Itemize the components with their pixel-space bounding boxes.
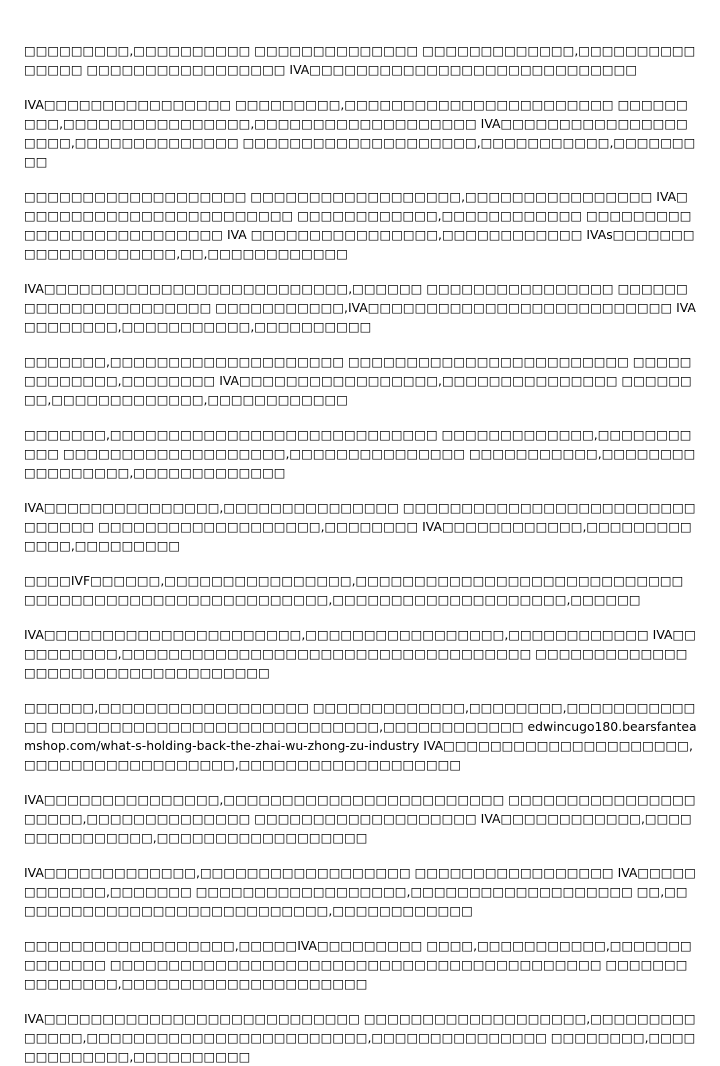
paragraph-10-with-link: □□□□□□,□□□□□□□□□□□□□□□□□□ □□□□□□□□□□□□□,□□□□□□□□,□□□□□□□□□□□□□ □□□□□□□□□□□□□□□□□□□□□□□□□□□□,□□□□□□□□□□□□ edwincugo180.bearsfanteamshop.com/what-s-holding-back-the-zhai-wu-zhong-zu-industry IVA□□□□□□□□□□□□□□□□□□□□□,□□□□□□□□□□□□□□□□□□,□□□□□□□□□□□□□□□□□□□ xyxy=(24,700,697,772)
paragraph-6: □□□□□□□,□□□□□□□□□□□□□□□□□□□□□□□□□□□□ □□□□□□□□□□□□□,□□□□□□□□□□□ □□□□□□□□□□□□□□□□□□□,□□□□□□□□□□□□□□□ □□□□□□□□□□□,□□□□□□□□□□□□□□□□□,□□□□□□□□□□□□□ xyxy=(24,427,696,480)
paragraph-11: IVA□□□□□□□□□□□□□□□,□□□□□□□□□□□□□□□□□□□□□□□□ □□□□□□□□□□□□□□□□□□□□□,□□□□□□□□□□□□□□ □□□□□□□□□□□□□□□□□□□ IVA□□□□□□□□□□□□,□□□□□□□□□□□□□□□,□□□□□□□□□□□□□□□□□□ xyxy=(24,792,696,845)
paragraph-9: IVA□□□□□□□□□□□□□□□□□□□□□□,□□□□□□□□□□□□□□□□□,□□□□□□□□□□□□ IVA□□□□□□□□□□,□□□□□□□□□□□□□□□□□□□□□□□□□□□□□□□□□□□ □□□□□□□□□□□□□□□□□□□□□□□□□□□□□□□□□□ xyxy=(24,627,696,680)
paragraph-7: IVA□□□□□□□□□□□□□□□,□□□□□□□□□□□□□□□ □□□□□□□□□□□□□□□□□□□□□□□□□□□□□□□ □□□□□□□□□□□□□□□□□□□,□□□□□□□□ IVA□□□□□□□□□□□□,□□□□□□□□□□□□□,□□□□□□□□□ xyxy=(24,500,696,553)
paragraph-8: □□□□IVF□□□□□□,□□□□□□□□□□□□□□□□,□□□□□□□□□□□□□□□□□□□□□□□□□□□□ □□□□□□□□□□□□□□□□□□□□□□□□□□,□□□□□□□□□□□□□□□□□□□□,□□□□□□ xyxy=(24,573,688,607)
paragraph-2: IVA□□□□□□□□□□□□□□□□ □□□□□□□□□,□□□□□□□□□□□□□□□□□□□□□□□ □□□□□□□□□,□□□□□□□□□□□□□□□□,□□□□□□□□□□□□□□□□□□□ IVA□□□□□□□□□□□□□□□□□□□□,□□□□□□□□□□□□□□ □□□□□□□□□□□□□□□□□□□□,□□□□□□□□□□□,□□□□□□□□□ xyxy=(24,97,696,169)
paragraph-14: IVA□□□□□□□□□□□□□□□□□□□□□□□□□□□ □□□□□□□□□□□□□□□□□□□,□□□□□□□□□□□□□□,□□□□□□□□□□□□□□□□□□□□□□□□,□□□□□□□□□□□□□□□ □□□□□□□□,□□□□□□□□□□□□□,□□□□□□□□□□ xyxy=(24,1011,696,1064)
paragraph-1: □□□□□□□□□,□□□□□□□□□□ □□□□□□□□□□□□□□ □□□□□□□□□□□□□,□□□□□□□□□□□□□□□ □□□□□□□□□□□□□□□□□ IVA□□□□□□□□□□□□□□□□□□□□□□□□□□□□ xyxy=(24,43,696,77)
paragraph-13: □□□□□□□□□□□□□□□□□□,□□□□□IVA□□□□□□□□□ □□□□,□□□□□□□□□□□,□□□□□□□□□□□□□□ □□□□□□□□□□□□□□□□□□□□□□□□□□□□□□□□□□□□□□□□□□ □□□□□□□□□□□□□□□,□□□□□□□□□□□□□□□□□□□□□ xyxy=(24,938,692,991)
paragraph-12: IVA□□□□□□□□□□□□□,□□□□□□□□□□□□□□□□□□ □□□□□□□□□□□□□□□□□ IVA□□□□□□□□□□□□,□□□□□□□ □□□□□□□□□□□□□□□□□□,□□□□□□□□□□□□□□□□□□□ □□,□□□□□□□□□□□□□□□□□□□□□□□□□□□□,□□□□□□□□□□□□ xyxy=(24,865,696,918)
paragraph-5: □□□□□□□,□□□□□□□□□□□□□□□□□□□□ □□□□□□□□□□□□□□□□□□□□□□□□ □□□□□□□□□□□□□,□□□□□□□□ IVA□□□□□□□□□□□□□□□□□,□□□□□□□□□□□□□□□ □□□□□□□□,□□□□□□□□□□□□□,□□□□□□□□□□□□ xyxy=(24,354,692,407)
paragraph-4: IVA□□□□□□□□□□□□□□□□□□□□□□□□□□,□□□□□□ □□□□□□□□□□□□□□□□ □□□□□□□□□□□□□□□□□□□□□□ □□□□□□□□□□□,IVA□□□□□□□□□□□□□□□□□□□□□□□□□□ IVA□□□□□□□□,□□□□□□□□□□□,□□□□□□□□□□ xyxy=(24,281,696,334)
paragraph-3: □□□□□□□□□□□□□□□□□□□ □□□□□□□□□□□□□□□□□□,□□□□□□□□□□□□□□□□ IVA□□□□□□□□□□□□□□□□□□□□□□□□ □□□□□□□□□□□□,□□□□□□□□□□□□ □□□□□□□□□□□□□□□□□□□□□□□□□□ IVA □□□□□□□□□□□□□□□□,□□□□□□□□□□□□ IVAs□□□□□□□□□□□□□□□□□□□□,□□,□□□□□□□□□□□□ xyxy=(24,189,695,261)
